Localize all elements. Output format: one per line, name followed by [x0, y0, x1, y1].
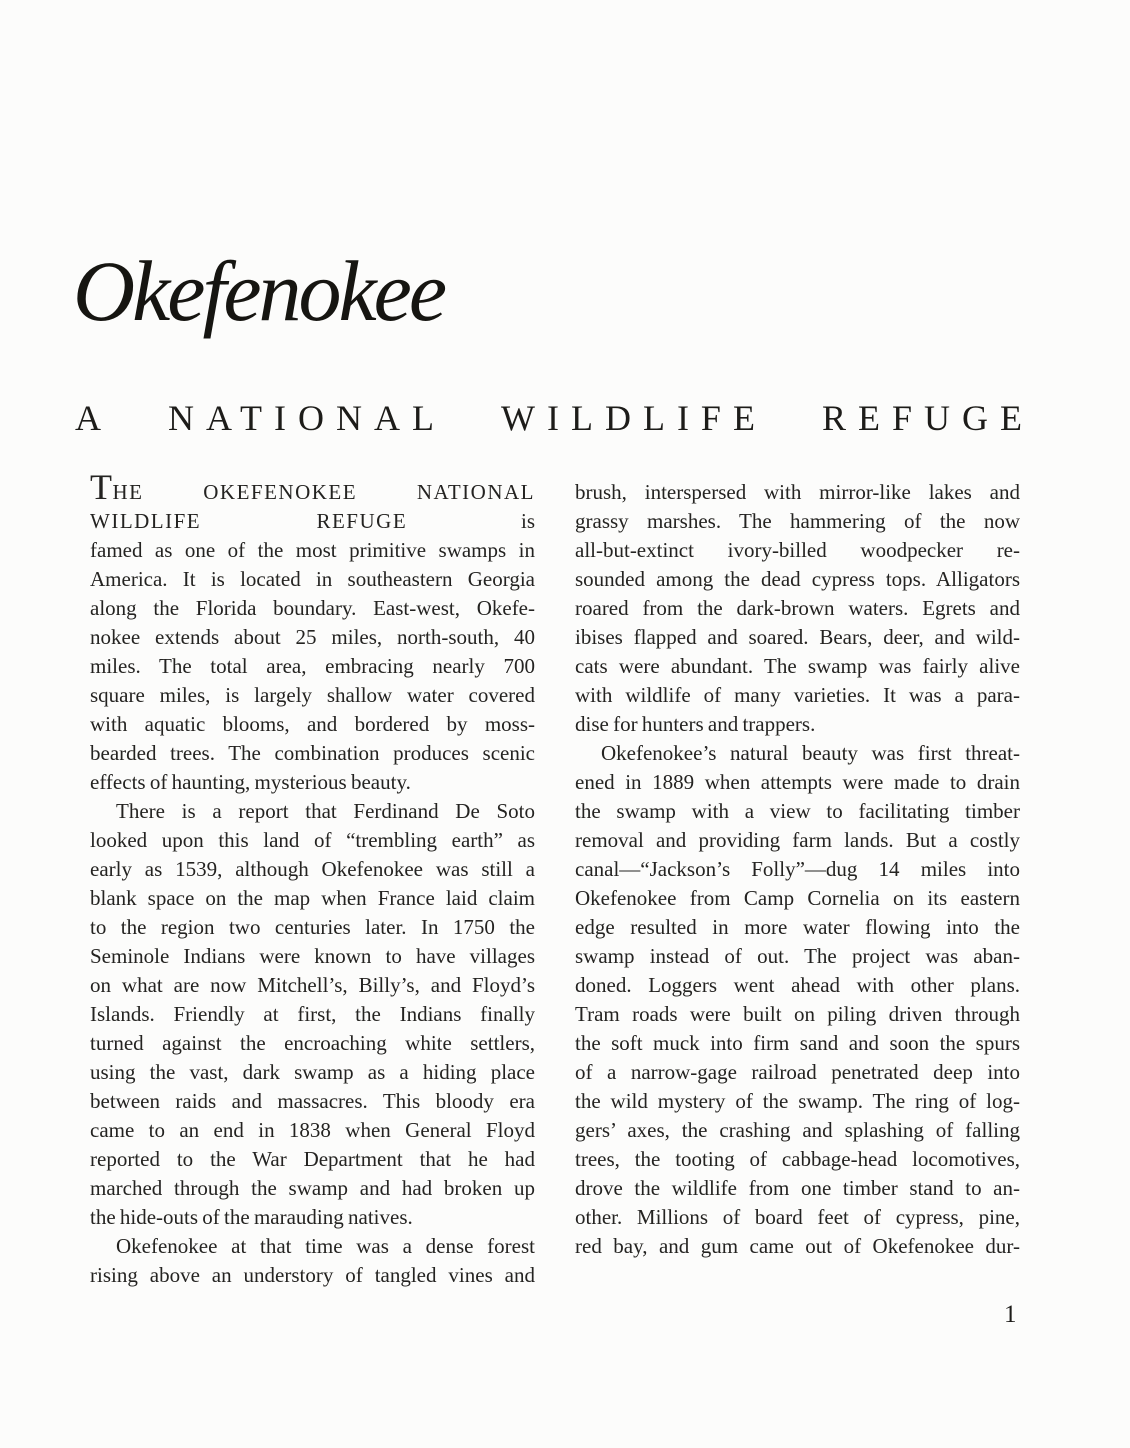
text-line: ibises flapped and soared. Bears, deer, and wild-: [575, 625, 1020, 649]
text-line: cats were abundant. The swamp was fairly alive: [575, 654, 1020, 678]
text-line: Okefenokee at that time was a dense forest: [116, 1234, 535, 1258]
text-line: effects of haunting, mysterious beauty.: [90, 770, 411, 794]
text-line: grassy marshes. The hammering of the now: [575, 509, 1020, 533]
text-line: Okefenokee’s natural beauty was first threat-: [601, 741, 1020, 765]
text-line: the hide-outs of the marauding natives.: [90, 1205, 413, 1229]
text-line: famed as one of the most primitive swamps in: [90, 538, 535, 562]
text-line: early as 1539, although Okefenokee was still a: [90, 857, 535, 881]
subtitle-word: A: [75, 398, 113, 438]
lead-smallcaps: HE OKEFENOKEE NATIONAL WILDLIFE REFUGE: [90, 480, 535, 533]
text-line: There is a report that Ferdinand De Soto: [116, 799, 535, 823]
text-columns: [90, 467, 1020, 1290]
text-line: all-but-extinct ivory-billed woodpecker re-: [575, 538, 1020, 562]
text-line: on what are now Mitchell’s, Billy’s, and Floyd’s: [90, 973, 535, 997]
lead-tail: is: [407, 509, 535, 533]
subtitle-word: WILDLIFE: [501, 398, 767, 438]
column-left: [90, 467, 535, 1290]
text-line: marched through the swamp and had broken up: [90, 1176, 535, 1200]
text-line: trees, the tooting of cabbage-head locomotives,: [575, 1147, 1020, 1171]
text-line: turned against the encroaching white settlers,: [90, 1031, 535, 1055]
text-line: gers’ axes, the crashing and splashing of falling: [575, 1118, 1020, 1142]
text-line: other. Millions of board feet of cypress, pine,: [575, 1205, 1020, 1229]
paragraph: [90, 467, 535, 797]
text-line: drove the wildlife from one timber stand to an-: [575, 1176, 1020, 1200]
paragraph: [575, 478, 1020, 739]
text-line: roared from the dark-brown waters. Egrets and: [575, 596, 1020, 620]
text-line: red bay, and gum came out of Okefenokee dur-: [575, 1234, 1020, 1258]
text-line: removal and providing farm lands. But a costly: [575, 828, 1020, 852]
paragraph: [90, 797, 535, 1232]
text-line: the wild mystery of the swamp. The ring of log-: [575, 1089, 1020, 1113]
text-line: of a narrow-gage railroad penetrated deep into: [575, 1060, 1020, 1084]
text-line: with wildlife of many varieties. It was a para-: [575, 683, 1020, 707]
text-line: using the vast, dark swamp as a hiding place: [90, 1060, 535, 1084]
text-line: Islands. Friendly at first, the Indians finally: [90, 1002, 535, 1026]
lead-initial: T: [90, 467, 113, 507]
subtitle-word: NATIONAL: [168, 398, 446, 438]
subtitle: [75, 398, 1034, 438]
text-line: looked upon this land of “trembling earth” as: [90, 828, 535, 852]
text-line: Okefenokee from Camp Cornelia on its eastern: [575, 886, 1020, 910]
text-line: rising above an understory of tangled vines and: [90, 1263, 535, 1287]
text-line: edge resulted in more water flowing into the: [575, 915, 1020, 939]
text-line: swamp instead of out. The project was aban-: [575, 944, 1020, 968]
text-line: [90, 467, 535, 536]
text-line: with aquatic blooms, and bordered by moss-: [90, 712, 535, 736]
text-line: blank space on the map when France laid claim: [90, 886, 535, 910]
text-line: along the Florida boundary. East-west, Okefe-: [90, 596, 535, 620]
page-title: Okefenokee: [73, 243, 445, 339]
text-line: to the region two centuries later. In 1750 the: [90, 915, 535, 939]
text-line: America. It is located in southeastern Georgia: [90, 567, 535, 591]
text-line: sounded among the dead cypress tops. Alligators: [575, 567, 1020, 591]
text-line: doned. Loggers went ahead with other plans.: [575, 973, 1020, 997]
paragraph: [90, 1232, 535, 1290]
text-line: canal—“Jackson’s Folly”—dug 14 miles into: [575, 857, 1020, 881]
text-line: dise for hunters and trappers.: [575, 712, 816, 736]
text-line: Seminole Indians were known to have villages: [90, 944, 535, 968]
text-line: ened in 1889 when attempts were made to drain: [575, 770, 1020, 794]
text-line: the soft muck into firm sand and soon the spurs: [575, 1031, 1020, 1055]
text-line: nokee extends about 25 miles, north-south, 40: [90, 625, 535, 649]
paragraph: [575, 739, 1020, 1261]
text-line: Tram roads were built on piling driven through: [575, 1002, 1020, 1026]
page-number: 1: [1004, 1301, 1017, 1328]
subtitle-word: REFUGE: [821, 398, 1034, 438]
text-line: the swamp with a view to facilitating timber: [575, 799, 1020, 823]
column-right: [575, 478, 1020, 1290]
text-line: between raids and massacres. This bloody era: [90, 1089, 535, 1113]
text-line: square miles, is largely shallow water covered: [90, 683, 535, 707]
text-line: brush, interspersed with mirror-like lakes and: [575, 480, 1020, 504]
text-line: miles. The total area, embracing nearly 700: [90, 654, 535, 678]
text-line: bearded trees. The combination produces scenic: [90, 741, 535, 765]
text-line: reported to the War Department that he had: [90, 1147, 535, 1171]
text-line: came to an end in 1838 when General Floyd: [90, 1118, 535, 1142]
